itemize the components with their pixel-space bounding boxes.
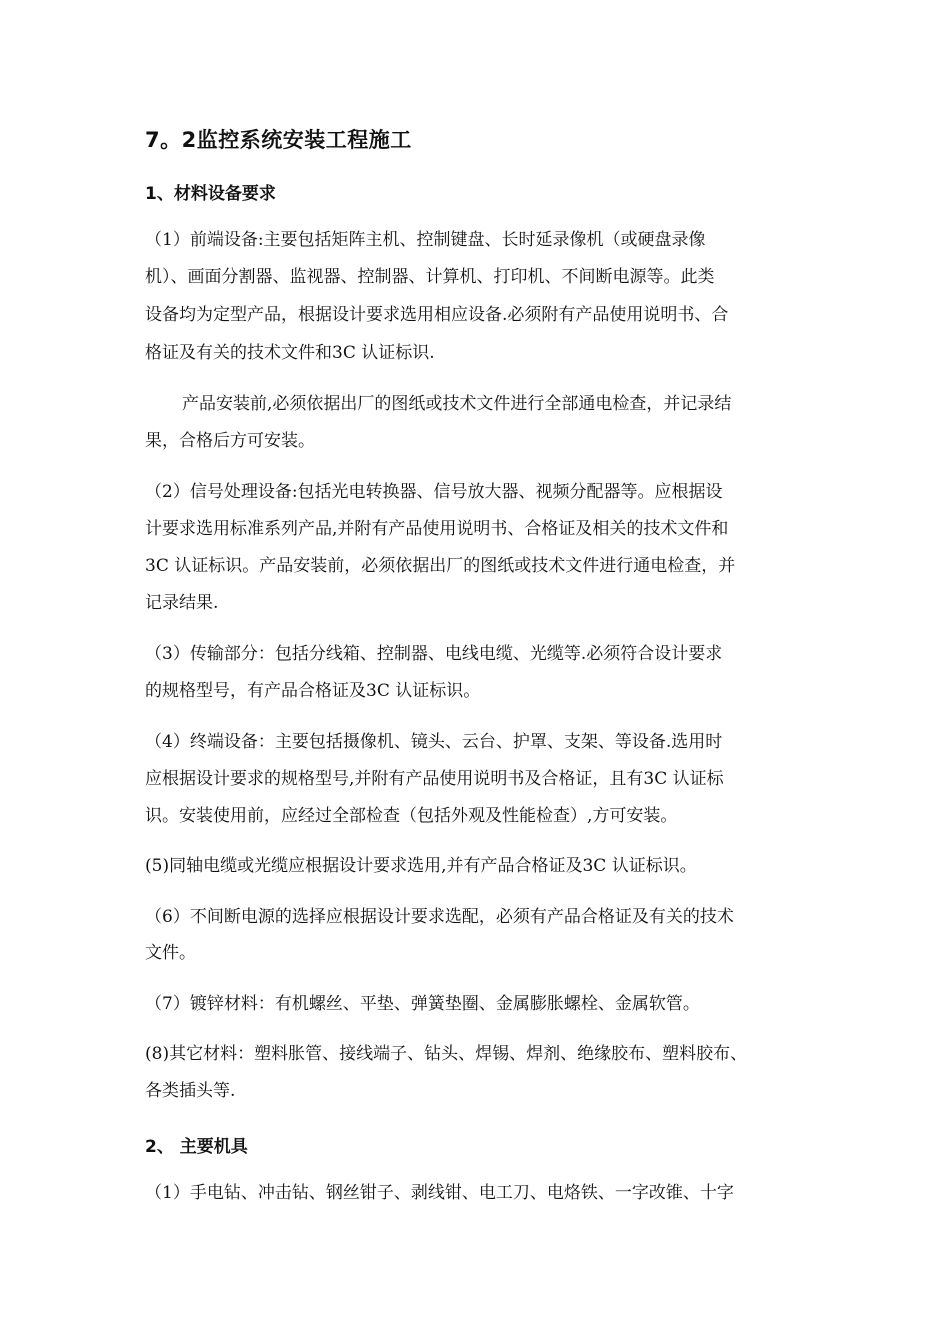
paragraph-line: （1）手电钻、冲击钻、钢丝钳子、剥线钳、电工刀、电烙铁、一字改锥、十字 [145, 1183, 734, 1203]
paragraph-line: 机）、画面分割器、监视器、控制器、计算机、打印机、不间断电源等。此类 [145, 267, 715, 287]
paragraph-line: (5)同轴电缆或光缆应根据设计要求选用,并有产品合格证及3C 认证标识。 [145, 856, 697, 876]
paragraph-line: （6）不间断电源的选择应根据设计要求选配，必须有产品合格证及有关的技术 [145, 907, 734, 927]
paragraph-line: 记录结果. [145, 593, 219, 613]
paragraph-line: 识。安装使用前，应经过全部检查（包括外观及性能检查）,方可安装。 [145, 806, 678, 826]
paragraph-line: 果，合格后方可安装。 [145, 431, 315, 451]
paragraph-line: 的规格型号，有产品合格证及3C 认证标识。 [145, 681, 481, 701]
paragraph-line: 应根据设计要求的规格型号,并附有产品使用说明书及合格证，且有3C 认证标 [145, 769, 724, 789]
paragraph-line: 各类插头等. [145, 1081, 236, 1101]
paragraph-line: 格证及有关的技术文件和3C 认证标识. [145, 343, 435, 363]
paragraph-line: (8)其它材料：塑料胀管、接线端子、钻头、焊锡、焊剂、绝缘胶布、塑料胶布、 [145, 1044, 748, 1064]
paragraph-line: 设备均为定型产品，根据设计要求选用相应设备.必须附有产品使用说明书、合 [145, 305, 729, 325]
paragraph-line: （1）前端设备:主要包括矩阵主机、控制键盘、长时延录像机（或硬盘录像 [145, 230, 706, 250]
paragraph-line: 计要求选用标准系列产品,并附有产品使用说明书、合格证及相关的技术文件和 [145, 519, 729, 539]
paragraph-line: 3C 认证标识。产品安装前，必须依据出厂的图纸或技术文件进行通电检查，并 [145, 556, 736, 576]
subsection-title-tools: 2、 主要机具 [145, 1137, 248, 1157]
paragraph-line: （4）终端设备：主要包括摄像机、镜头、云台、护罩、支架、等设备.选用时 [145, 732, 723, 752]
paragraph-line: 文件。 [145, 943, 196, 963]
subsection-title-materials: 1、材料设备要求 [145, 184, 276, 204]
paragraph-line: 产品安装前,必须依据出厂的图纸或技术文件进行全部通电检查，并记录结 [182, 394, 732, 414]
section-title: 7。2监控系统安装工程施工 [145, 128, 412, 152]
paragraph-line: （3）传输部分：包括分线箱、控制器、电线电缆、光缆等.必须符合设计要求 [145, 644, 723, 664]
paragraph-line: （2）信号处理设备:包括光电转换器、信号放大器、视频分配器等。应根据设 [145, 482, 723, 502]
paragraph-line: （7）镀锌材料：有机螺丝、平垫、弹簧垫圈、金属膨胀螺栓、金属软管。 [145, 994, 700, 1014]
